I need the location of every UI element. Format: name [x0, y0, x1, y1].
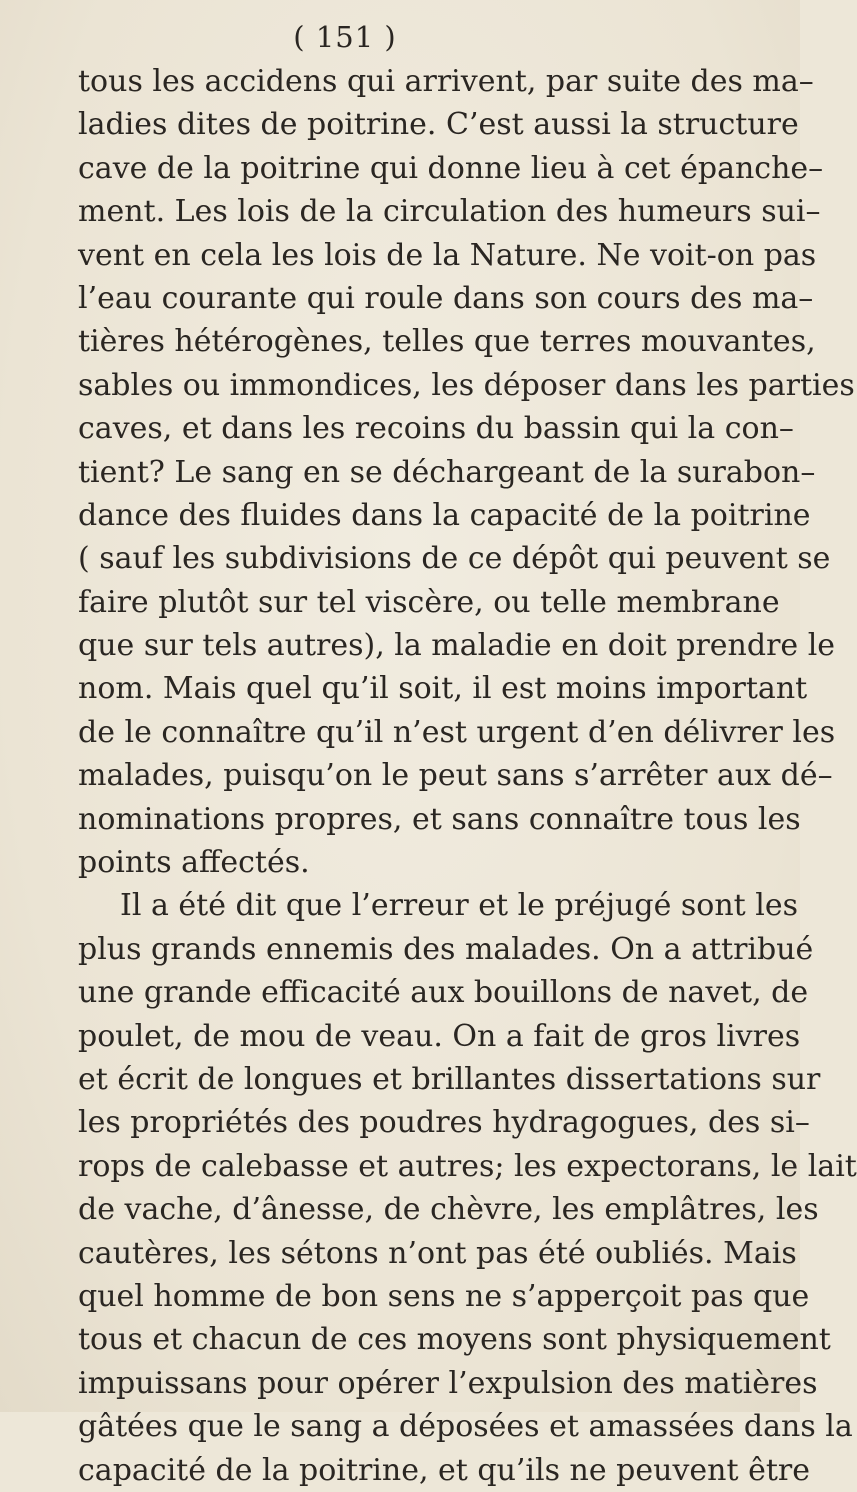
text-line: poulet, de mou de veau. On a fait de gros livres	[78, 1018, 801, 1054]
body-text	[78, 60, 857, 1492]
text-line: nom. Mais quel qu’il soit, il est moins important	[78, 671, 808, 707]
text-line: tières hétérogènes, telles que terres mouvantes,	[78, 324, 816, 360]
text-line: tous et chacun de ces moyens sont physiquement	[78, 1322, 831, 1358]
text-line: ladies dites de poitrine. C’est aussi la structure	[78, 107, 799, 143]
text-line: cave de la poitrine qui donne lieu à cet épanche–	[78, 150, 824, 186]
text-line: tient? Le sang en se déchargeant de la surabon–	[78, 454, 816, 490]
text-line: plus grands ennemis des malades. On a attribué	[78, 931, 814, 967]
text-line: gâtées que le sang a déposées et amassées dans la	[78, 1409, 853, 1445]
text-line: capacité de la poitrine, et qu’ils ne peuvent être	[78, 1452, 810, 1488]
text-line: de vache, d’ânesse, de chèvre, les emplâtres, les	[78, 1192, 819, 1228]
text-line: points affectés.	[78, 845, 310, 881]
text-line: malades, puisqu’on le peut sans s’arrêter aux dé–	[78, 758, 833, 794]
text-line: les propriétés des poudres hydragogues, des si–	[78, 1105, 810, 1141]
text-line: vent en cela les lois de la Nature. Ne voit-on pas	[78, 237, 817, 273]
text-line: de le connaître qu’il n’est urgent d’en délivrer les	[78, 714, 836, 750]
text-line: Il a été dit que l’erreur et le préjugé sont les	[120, 888, 798, 924]
text-line: faire plutôt sur tel viscère, ou telle membrane	[78, 584, 780, 620]
text-line: cautères, les sétons n’ont pas été oubliés. Mais	[78, 1235, 797, 1271]
text-line: rops de calebasse et autres; les expectorans, le lait	[78, 1148, 857, 1184]
text-line: ( sauf les subdivisions de ce dépôt qui peuvent se	[78, 541, 831, 577]
text-line: impuissans pour opérer l’expulsion des matières	[78, 1365, 818, 1401]
text-line: l’eau courante qui roule dans son cours des ma–	[78, 280, 814, 316]
text-line: dance des fluides dans la capacité de la poitrine	[78, 497, 811, 533]
text-line: tous les accidens qui arrivent, par suite des ma–	[78, 64, 814, 99]
text-line: que sur tels autres), la maladie en doit prendre le	[78, 628, 836, 664]
page-number: ( 151 )	[293, 20, 397, 54]
text-line: nominations propres, et sans connaître tous les	[78, 801, 801, 837]
text-line: une grande efficacité aux bouillons de navet, de	[78, 975, 809, 1011]
text-line: caves, et dans les recoins du bassin qui la con–	[78, 411, 794, 447]
text-line: ment. Les lois de la circulation des humeurs sui–	[78, 194, 821, 230]
text-line: quel homme de bon sens ne s’apperçoit pas que	[78, 1278, 810, 1314]
text-line: et écrit de longues et brillantes dissertations sur	[78, 1061, 821, 1097]
text-line: sables ou immondices, les déposer dans les parties	[78, 367, 855, 403]
